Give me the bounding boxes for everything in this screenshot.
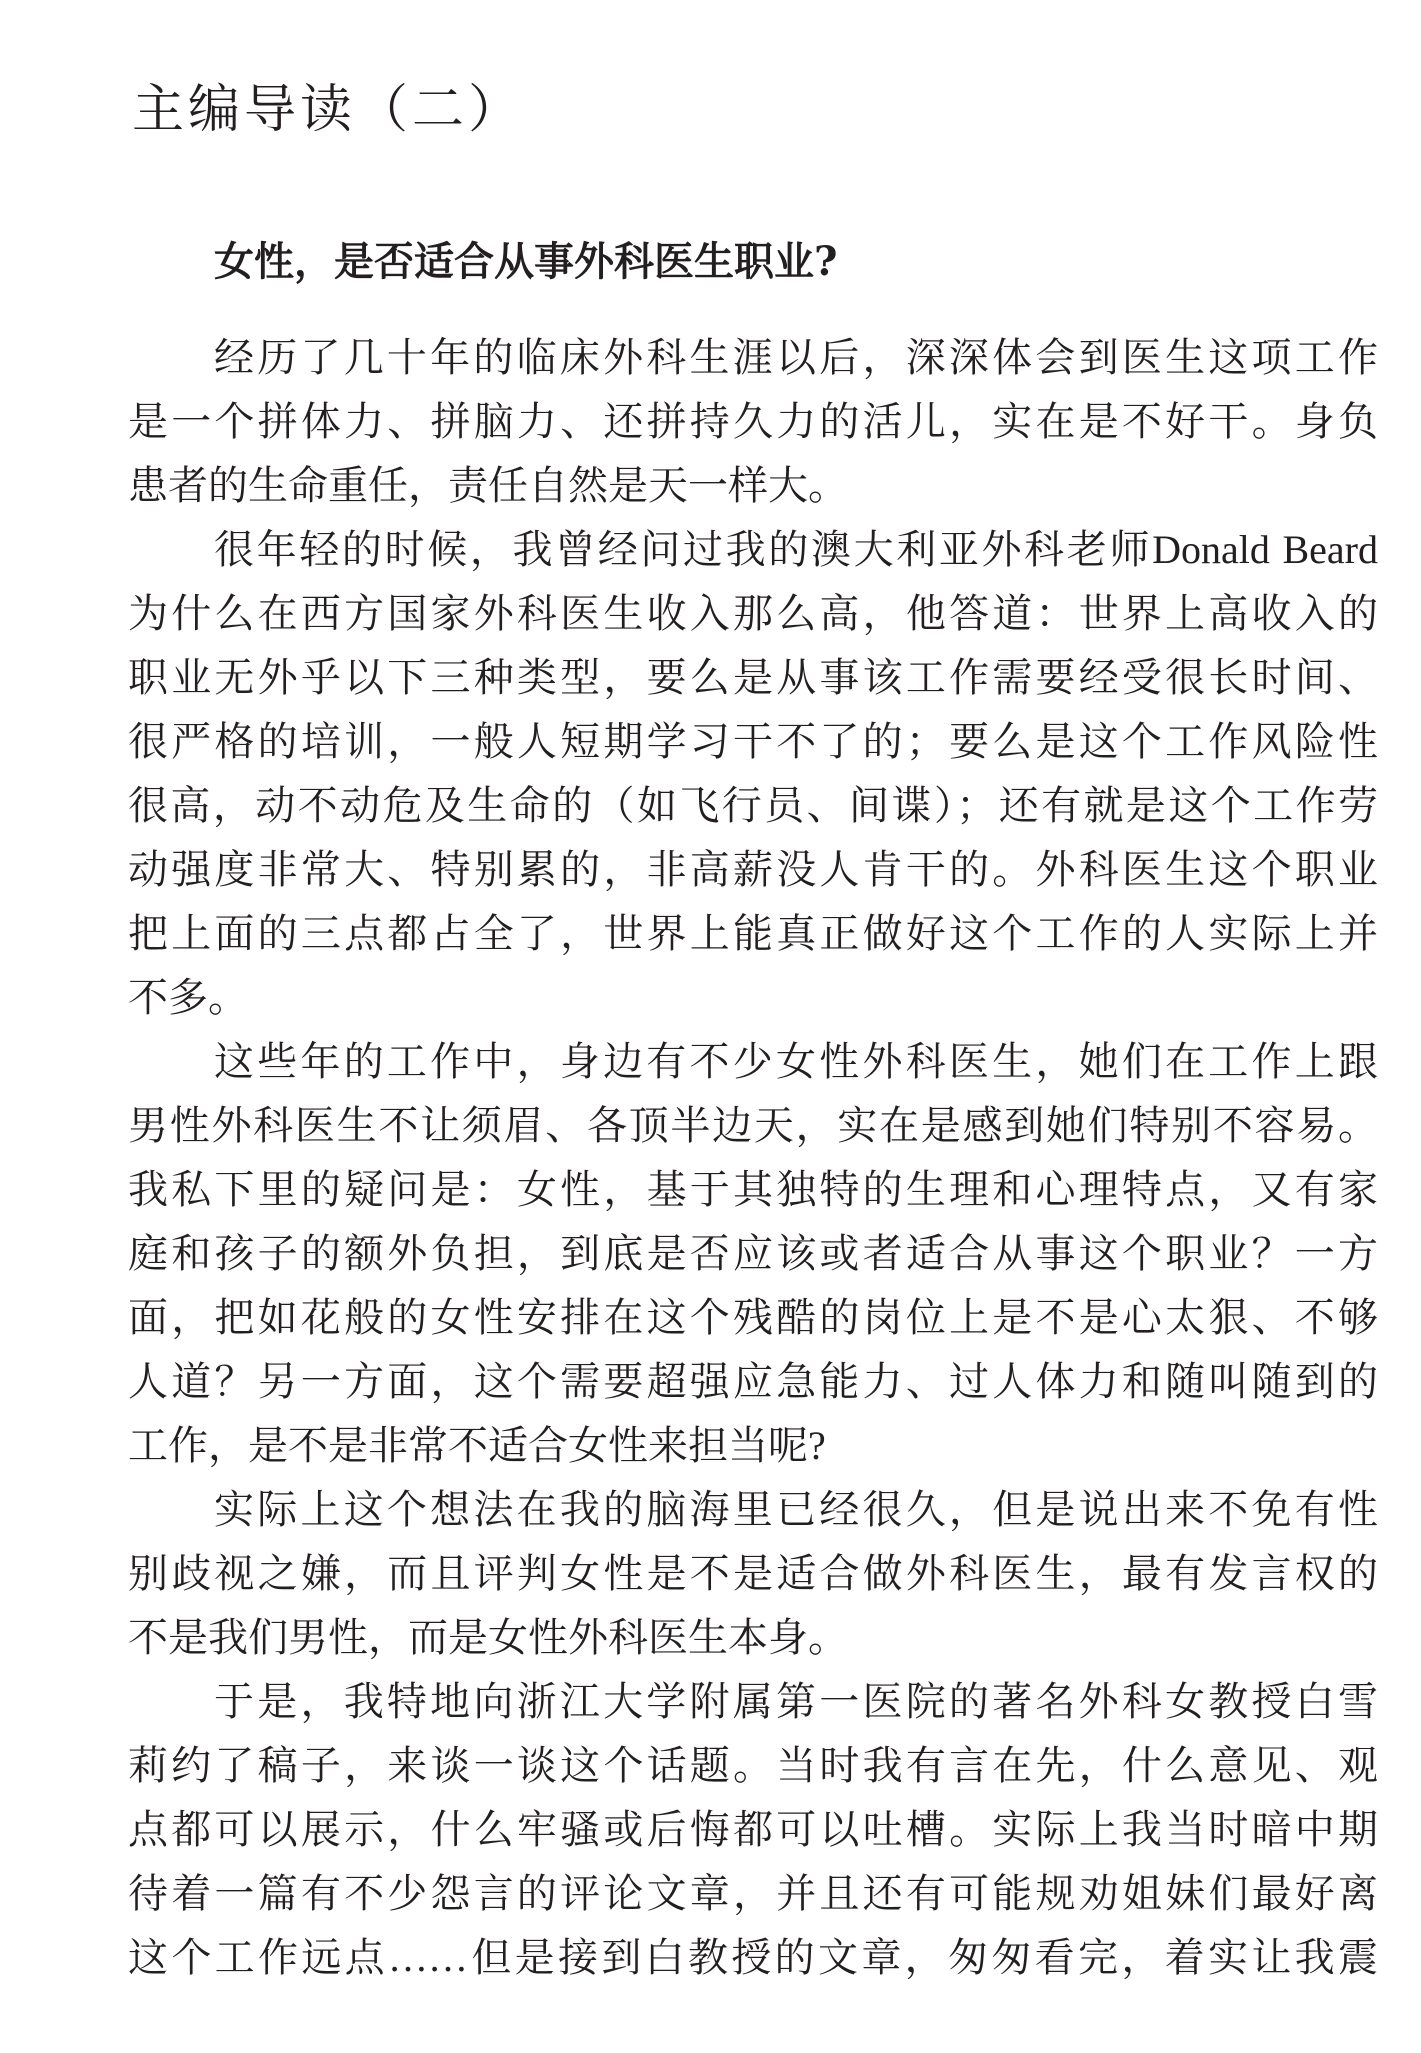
text-line: 工作，是不是非常不适合女性来担当呢? [128,1423,826,1468]
text-line: 面，把如花般的女性安排在这个残酷的岗位上是不是心太狠、不够 [128,1295,1378,1340]
text-line: 很年轻的时候，我曾经问过我的澳大利亚外科老师Donald Beard [214,527,1378,572]
text-line: 职业无外乎以下三种类型，要么是从事该工作需要经受很长时间、 [128,655,1378,700]
text-line: 患者的生命重任，责任自然是天一样大。 [128,463,848,508]
text-line: 动强度非常大、特别累的，非高薪没人肯干的。外科医生这个职业 [128,847,1378,892]
article-body [128,326,1378,1990]
text-line: 是一个拼体力、拼脑力、还拼持久力的活儿，实在是不好干。身负 [128,399,1378,444]
article-title: 女性，是否适合从事外科医生职业? [214,238,838,285]
text-line: 我私下里的疑问是：女性，基于其独特的生理和心理特点，又有家 [128,1167,1378,1212]
text-line: 待着一篇有不少怨言的评论文章，并且还有可能规劝姐妹们最好离 [128,1871,1378,1916]
text-line: 男性外科医生不让须眉、各顶半边天，实在是感到她们特别不容易。 [128,1103,1378,1148]
running-header-title: 主编导读（二） [132,80,525,140]
text-line: 很高，动不动危及生命的（如飞行员、间谍）；还有就是这个工作劳 [128,783,1378,828]
text-line: 把上面的三点都占全了，世界上能真正做好这个工作的人实际上并 [128,911,1378,956]
text-line: 点都可以展示，什么牢骚或后悔都可以吐槽。实际上我当时暗中期 [128,1807,1378,1852]
text-line: 别歧视之嫌，而且评判女性是不是适合做外科医生，最有发言权的 [128,1551,1378,1596]
text-line: 人道？另一方面，这个需要超强应急能力、过人体力和随叫随到的 [128,1359,1378,1404]
text-line: 不是我们男性，而是女性外科医生本身。 [128,1615,848,1660]
text-line: 庭和孩子的额外负担，到底是否应该或者适合从事这个职业？一方 [128,1231,1378,1276]
text-line: 这个工作远点……但是接到白教授的文章，匆匆看完，着实让我震 [128,1935,1378,1980]
text-line: 不多。 [128,975,248,1020]
text-line: 经历了几十年的临床外科生涯以后，深深体会到医生这项工作 [214,335,1378,380]
text-line: 实际上这个想法在我的脑海里已经很久，但是说出来不免有性 [214,1487,1378,1532]
text-line: 这些年的工作中，身边有不少女性外科医生，她们在工作上跟 [214,1039,1378,1084]
text-line: 很严格的培训，一般人短期学习干不了的；要么是这个工作风险性 [128,719,1378,764]
text-line: 莉约了稿子，来谈一谈这个话题。当时我有言在先，什么意见、观 [128,1743,1378,1788]
text-line: 为什么在西方国家外科医生收入那么高，他答道：世界上高收入的 [128,591,1378,636]
text-line: 于是，我特地向浙江大学附属第一医院的著名外科女教授白雪 [214,1679,1378,1724]
